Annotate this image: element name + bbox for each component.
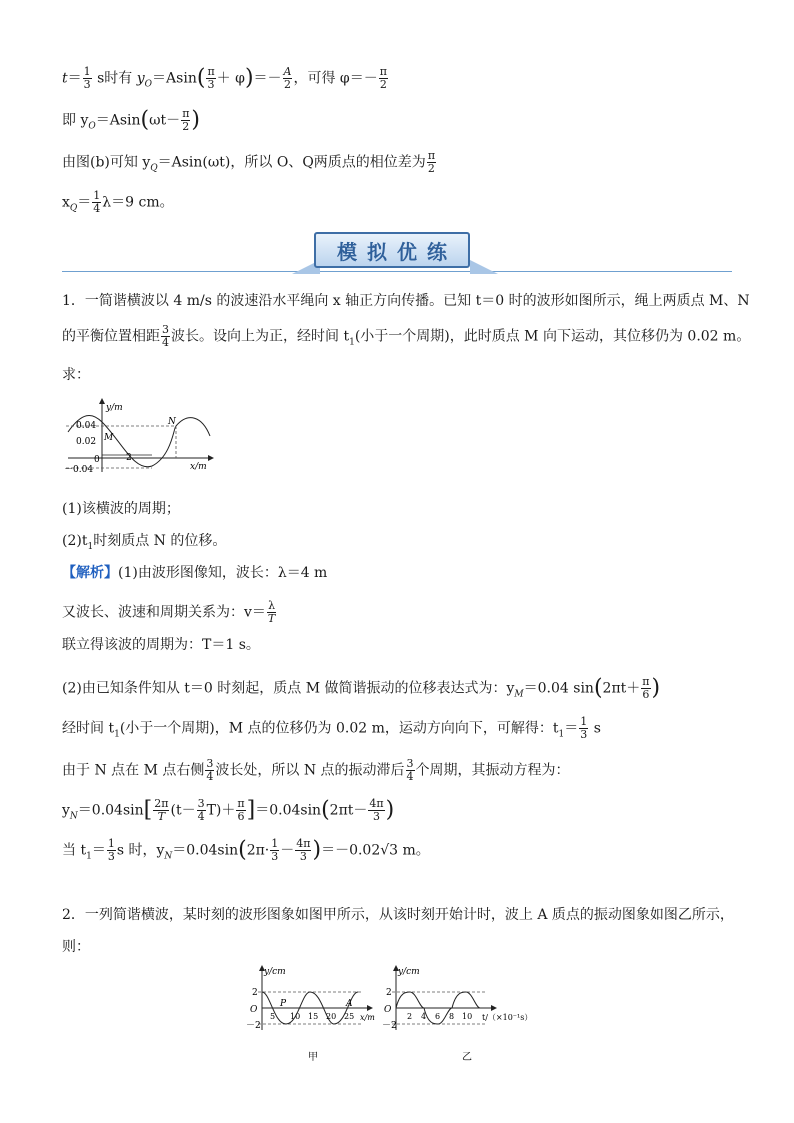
denominator: 2 xyxy=(379,78,387,91)
text: 波长。设向上为正，经时间 t xyxy=(171,328,350,345)
q1-answer-4 xyxy=(62,676,660,703)
subscript: N xyxy=(164,851,173,862)
denominator: 4 xyxy=(197,810,205,823)
text: ＝ xyxy=(564,720,579,737)
text: ＝0.04sin xyxy=(172,842,239,859)
subscript: Q xyxy=(69,203,78,214)
text: ＝Asin xyxy=(95,112,141,129)
x-axis-arrow xyxy=(208,455,214,461)
text: s时有 xyxy=(97,70,133,87)
fraction xyxy=(641,676,650,701)
denominator: T xyxy=(267,612,276,625)
tick-neg2: －2 xyxy=(246,1021,261,1031)
fraction xyxy=(236,798,245,823)
y-label: y/cm xyxy=(398,967,420,977)
numerator: π xyxy=(379,65,387,78)
tick-5: 5 xyxy=(270,1012,276,1021)
caption-jia: 甲 xyxy=(308,1052,318,1063)
denominator: 3 xyxy=(107,850,115,863)
tick-0: 0 xyxy=(94,455,100,465)
tick-4x: 4 xyxy=(421,1012,427,1021)
text: － xyxy=(280,842,295,859)
x-axis-arrow xyxy=(367,1005,373,1011)
paren: ) xyxy=(651,675,661,701)
paren: ) xyxy=(385,797,395,823)
text: (t－ xyxy=(170,802,196,819)
tick-2: 2 xyxy=(386,988,392,998)
fraction xyxy=(205,758,214,783)
analysis-tag: 【解析】 xyxy=(62,565,118,581)
label-m: M xyxy=(104,433,114,443)
q1-sub-2: $(2)t_1$时刻质点 N 的位移。 xyxy=(62,533,227,552)
denominator: 6 xyxy=(642,688,650,701)
text: λ＝9 cm。 xyxy=(102,194,174,211)
q1-sub-1: (1)该横波的周期； xyxy=(62,501,180,517)
q1-answer-8: 当 $t_1=$ $\frac{1}{3}$ s 时，$y_N=0.04\sin(2\pi\cdot$ $\frac{1}{3}$ － $\frac{4\pi}{3}$ )＝－0.02√3 m。 xyxy=(62,837,430,863)
q1-line-1: 1．一简谐横波以 4 m/s 的波速沿水平绳向 x 轴正方向传播。已知 t＝0 时的波形如图所示，绳上两质点 M、N xyxy=(62,293,750,309)
caption-yi: 乙 xyxy=(462,1052,472,1063)
denominator: 2 xyxy=(284,78,291,91)
origin: O xyxy=(384,1005,392,1015)
tick-004: 0.04 xyxy=(76,421,97,431)
x-label: t/（×10⁻¹s） xyxy=(482,1013,533,1022)
q1-answer-6 xyxy=(62,758,570,783)
derivation-line-1 xyxy=(62,66,389,93)
text: (1)由波形图像知，波长：λ＝4 m xyxy=(118,565,328,581)
text: ＝Asin xyxy=(152,70,197,87)
tick-25: 25 xyxy=(344,1012,355,1021)
numerator: 3 xyxy=(406,757,414,770)
tick-15: 15 xyxy=(308,1012,319,1021)
paren: ( xyxy=(593,675,603,701)
label-p: P xyxy=(280,999,287,1009)
text: 由于 N 点在 M 点右侧 xyxy=(62,762,205,779)
paren: ) xyxy=(312,837,322,863)
figure-jia xyxy=(242,962,380,1066)
paren: ) xyxy=(244,65,254,91)
text: ＝ xyxy=(67,70,82,87)
numerator: 1 xyxy=(107,837,115,850)
text: ＝0.04 sin xyxy=(523,680,594,697)
x-label: x/m xyxy=(360,1013,375,1022)
q1-answer-7 xyxy=(62,798,394,825)
subscript: Q xyxy=(150,163,158,174)
origin: O xyxy=(250,1005,258,1015)
y-label: y/cm xyxy=(264,967,286,977)
denominator: 2 xyxy=(427,162,435,175)
text: ＝－ xyxy=(253,70,282,87)
denominator: 3 xyxy=(299,850,307,863)
q1-answer-5: 经时间 $t_1$(小于一个周期)，M 点的位移仍为 0.02 m，运动方向向下，可解得：$t_1=$ $\frac{1}{3}$ s xyxy=(62,715,601,741)
text: ，可得 φ＝－ xyxy=(293,70,378,87)
paren: ( xyxy=(140,107,150,133)
banner-title: 模拟优练 xyxy=(337,239,457,264)
text: 当 t xyxy=(62,842,87,859)
text: 经时间 t xyxy=(62,720,115,737)
denominator: 4 xyxy=(162,336,169,349)
y-label: y/m xyxy=(106,403,123,413)
denominator: 3 xyxy=(373,810,381,823)
paren: ( xyxy=(238,837,247,863)
fraction xyxy=(161,324,170,349)
tick-10x: 10 xyxy=(462,1012,473,1021)
paren: ) xyxy=(191,107,201,133)
tick-6x: 6 xyxy=(435,1012,441,1021)
q1-answer-3: 联立得该波的周期为：T＝1 s。 xyxy=(62,637,260,653)
text: T)＋ xyxy=(206,802,236,819)
fraction xyxy=(181,108,190,133)
text: ＝0.04sin xyxy=(255,802,322,819)
numerator: 1 xyxy=(83,65,91,78)
numerator: A xyxy=(283,65,292,78)
fraction xyxy=(107,838,116,863)
denominator: 3 xyxy=(580,728,588,741)
text: y xyxy=(136,70,145,87)
figure-1-wave xyxy=(62,396,222,472)
subscript: O xyxy=(88,121,96,132)
denominator: 3 xyxy=(207,78,215,91)
text: ＝ xyxy=(77,194,92,211)
q1-line-3: 求： xyxy=(62,367,90,383)
text: x xyxy=(62,194,70,211)
denominator: 6 xyxy=(237,810,245,823)
q1-answer-1 xyxy=(62,564,327,582)
text: 2π· xyxy=(246,842,270,859)
label-2: 2 xyxy=(126,453,132,463)
text: s 时，y xyxy=(116,842,165,859)
fraction xyxy=(153,798,169,823)
derivation-line-2 xyxy=(62,108,200,135)
denominator: 4 xyxy=(406,770,414,783)
tick-neg004: －0.04 xyxy=(64,465,94,472)
fraction xyxy=(295,838,311,863)
q2-line-1: 2．一列简谐横波，某时刻的波形图象如图甲所示，从该时刻开始计时，波上 A 质点的振动图象如图乙所示， xyxy=(62,907,734,923)
subscript: N xyxy=(69,811,78,822)
q1-line-2: 的平衡位置相距 $\frac{3}{4}$ 波长。设向上为正，经时间 $t_1$(小于一个周期)，此时质点 M 向下运动，其位移仍为 0.02 m。 xyxy=(62,323,751,349)
fraction xyxy=(270,838,279,863)
bracket: ] xyxy=(246,797,256,823)
x-label: x/m xyxy=(190,462,207,472)
tick-neg2: －2 xyxy=(382,1021,397,1031)
tick-002: 0.02 xyxy=(76,437,97,447)
text: 即 y xyxy=(62,112,89,129)
fraction xyxy=(283,66,293,91)
tick-20: 20 xyxy=(326,1012,337,1021)
numerator: λ xyxy=(268,599,276,612)
y-axis-arrow xyxy=(99,398,105,404)
fraction xyxy=(83,66,92,91)
numerator: π xyxy=(427,149,436,162)
paren: ( xyxy=(321,797,330,823)
fraction xyxy=(197,798,206,823)
text: (2)t xyxy=(62,533,88,549)
text: y xyxy=(62,802,70,819)
fraction xyxy=(406,758,415,783)
text: 的平衡位置相距 xyxy=(62,328,160,345)
derivation-line-4 xyxy=(62,190,174,217)
text: (2)由已知条件知从 t＝0 时刻起，质点 M 做简谐振动的位移表达式为：y xyxy=(62,680,515,697)
label-n: N xyxy=(168,417,176,427)
fraction xyxy=(267,600,276,625)
numerator: π xyxy=(182,107,190,120)
text: ωt－ xyxy=(149,112,181,129)
denominator: 3 xyxy=(83,78,91,91)
q2-line-2: 则： xyxy=(62,939,90,955)
text: 由图(b)可知 y xyxy=(62,154,151,171)
fraction xyxy=(368,798,384,823)
numerator: 1 xyxy=(271,837,279,850)
fraction xyxy=(379,66,388,91)
x-axis-arrow xyxy=(491,1005,497,1011)
subscript: M xyxy=(514,689,524,700)
denominator: 4 xyxy=(93,202,101,215)
numerator: π xyxy=(237,797,245,810)
text: ＝Asin(ωt)，所以 O、Q两质点的相位差为 xyxy=(157,154,426,171)
numerator: π xyxy=(207,65,215,78)
banner-wing-right xyxy=(470,246,498,274)
text: ＋ φ xyxy=(216,70,245,87)
text: ＝ xyxy=(91,842,106,859)
numerator: 1 xyxy=(580,715,588,728)
text: ＝0.04sin xyxy=(77,802,144,819)
text: 波长处，所以 N 点的振动滞后 xyxy=(215,762,405,779)
text: t xyxy=(62,70,68,87)
subscript: O xyxy=(144,79,153,90)
denominator: T xyxy=(157,810,166,823)
numerator: 2π xyxy=(154,797,169,810)
numerator: 3 xyxy=(162,323,169,336)
fraction xyxy=(579,716,588,741)
numerator: 4π xyxy=(296,837,311,850)
derivation-line-3 xyxy=(62,150,437,177)
paren: ( xyxy=(196,65,206,91)
text: 时刻质点 N 的位移。 xyxy=(93,533,227,549)
numerator: 3 xyxy=(206,757,214,770)
fraction xyxy=(427,150,436,175)
text: (小于一个周期)，此时质点 M 向下运动，其位移仍为 0.02 m。 xyxy=(354,328,751,345)
text: 2πt＋ xyxy=(602,680,641,697)
numerator: 4π xyxy=(369,797,384,810)
numerator: 1 xyxy=(93,189,101,202)
text: 又波长、波速和周期关系为：v＝ xyxy=(62,604,266,621)
text: ＝－0.02√3 m。 xyxy=(321,842,430,859)
tick-2: 2 xyxy=(252,988,258,998)
tick-2x: 2 xyxy=(407,1012,413,1021)
q1-answer-2 xyxy=(62,600,277,625)
label-a: A xyxy=(346,999,353,1009)
denominator: 2 xyxy=(182,120,190,133)
bracket: [ xyxy=(143,797,153,823)
numerator: π xyxy=(642,675,650,688)
tick-8x: 8 xyxy=(449,1012,455,1021)
banner-box xyxy=(314,232,470,268)
fraction xyxy=(92,190,101,215)
tick-10: 10 xyxy=(290,1012,301,1021)
numerator: 3 xyxy=(197,797,205,810)
denominator: 3 xyxy=(271,850,279,863)
section-banner xyxy=(292,228,498,276)
text: (小于一个周期)，M 点的位移仍为 0.02 m，运动方向向下，可解得：t xyxy=(119,720,559,737)
text: s xyxy=(593,720,601,737)
fraction xyxy=(206,66,215,91)
figure-yi xyxy=(382,962,552,1066)
denominator: 4 xyxy=(206,770,214,783)
text: 2πt－ xyxy=(329,802,368,819)
text: 个周期，其振动方程为： xyxy=(415,762,570,779)
